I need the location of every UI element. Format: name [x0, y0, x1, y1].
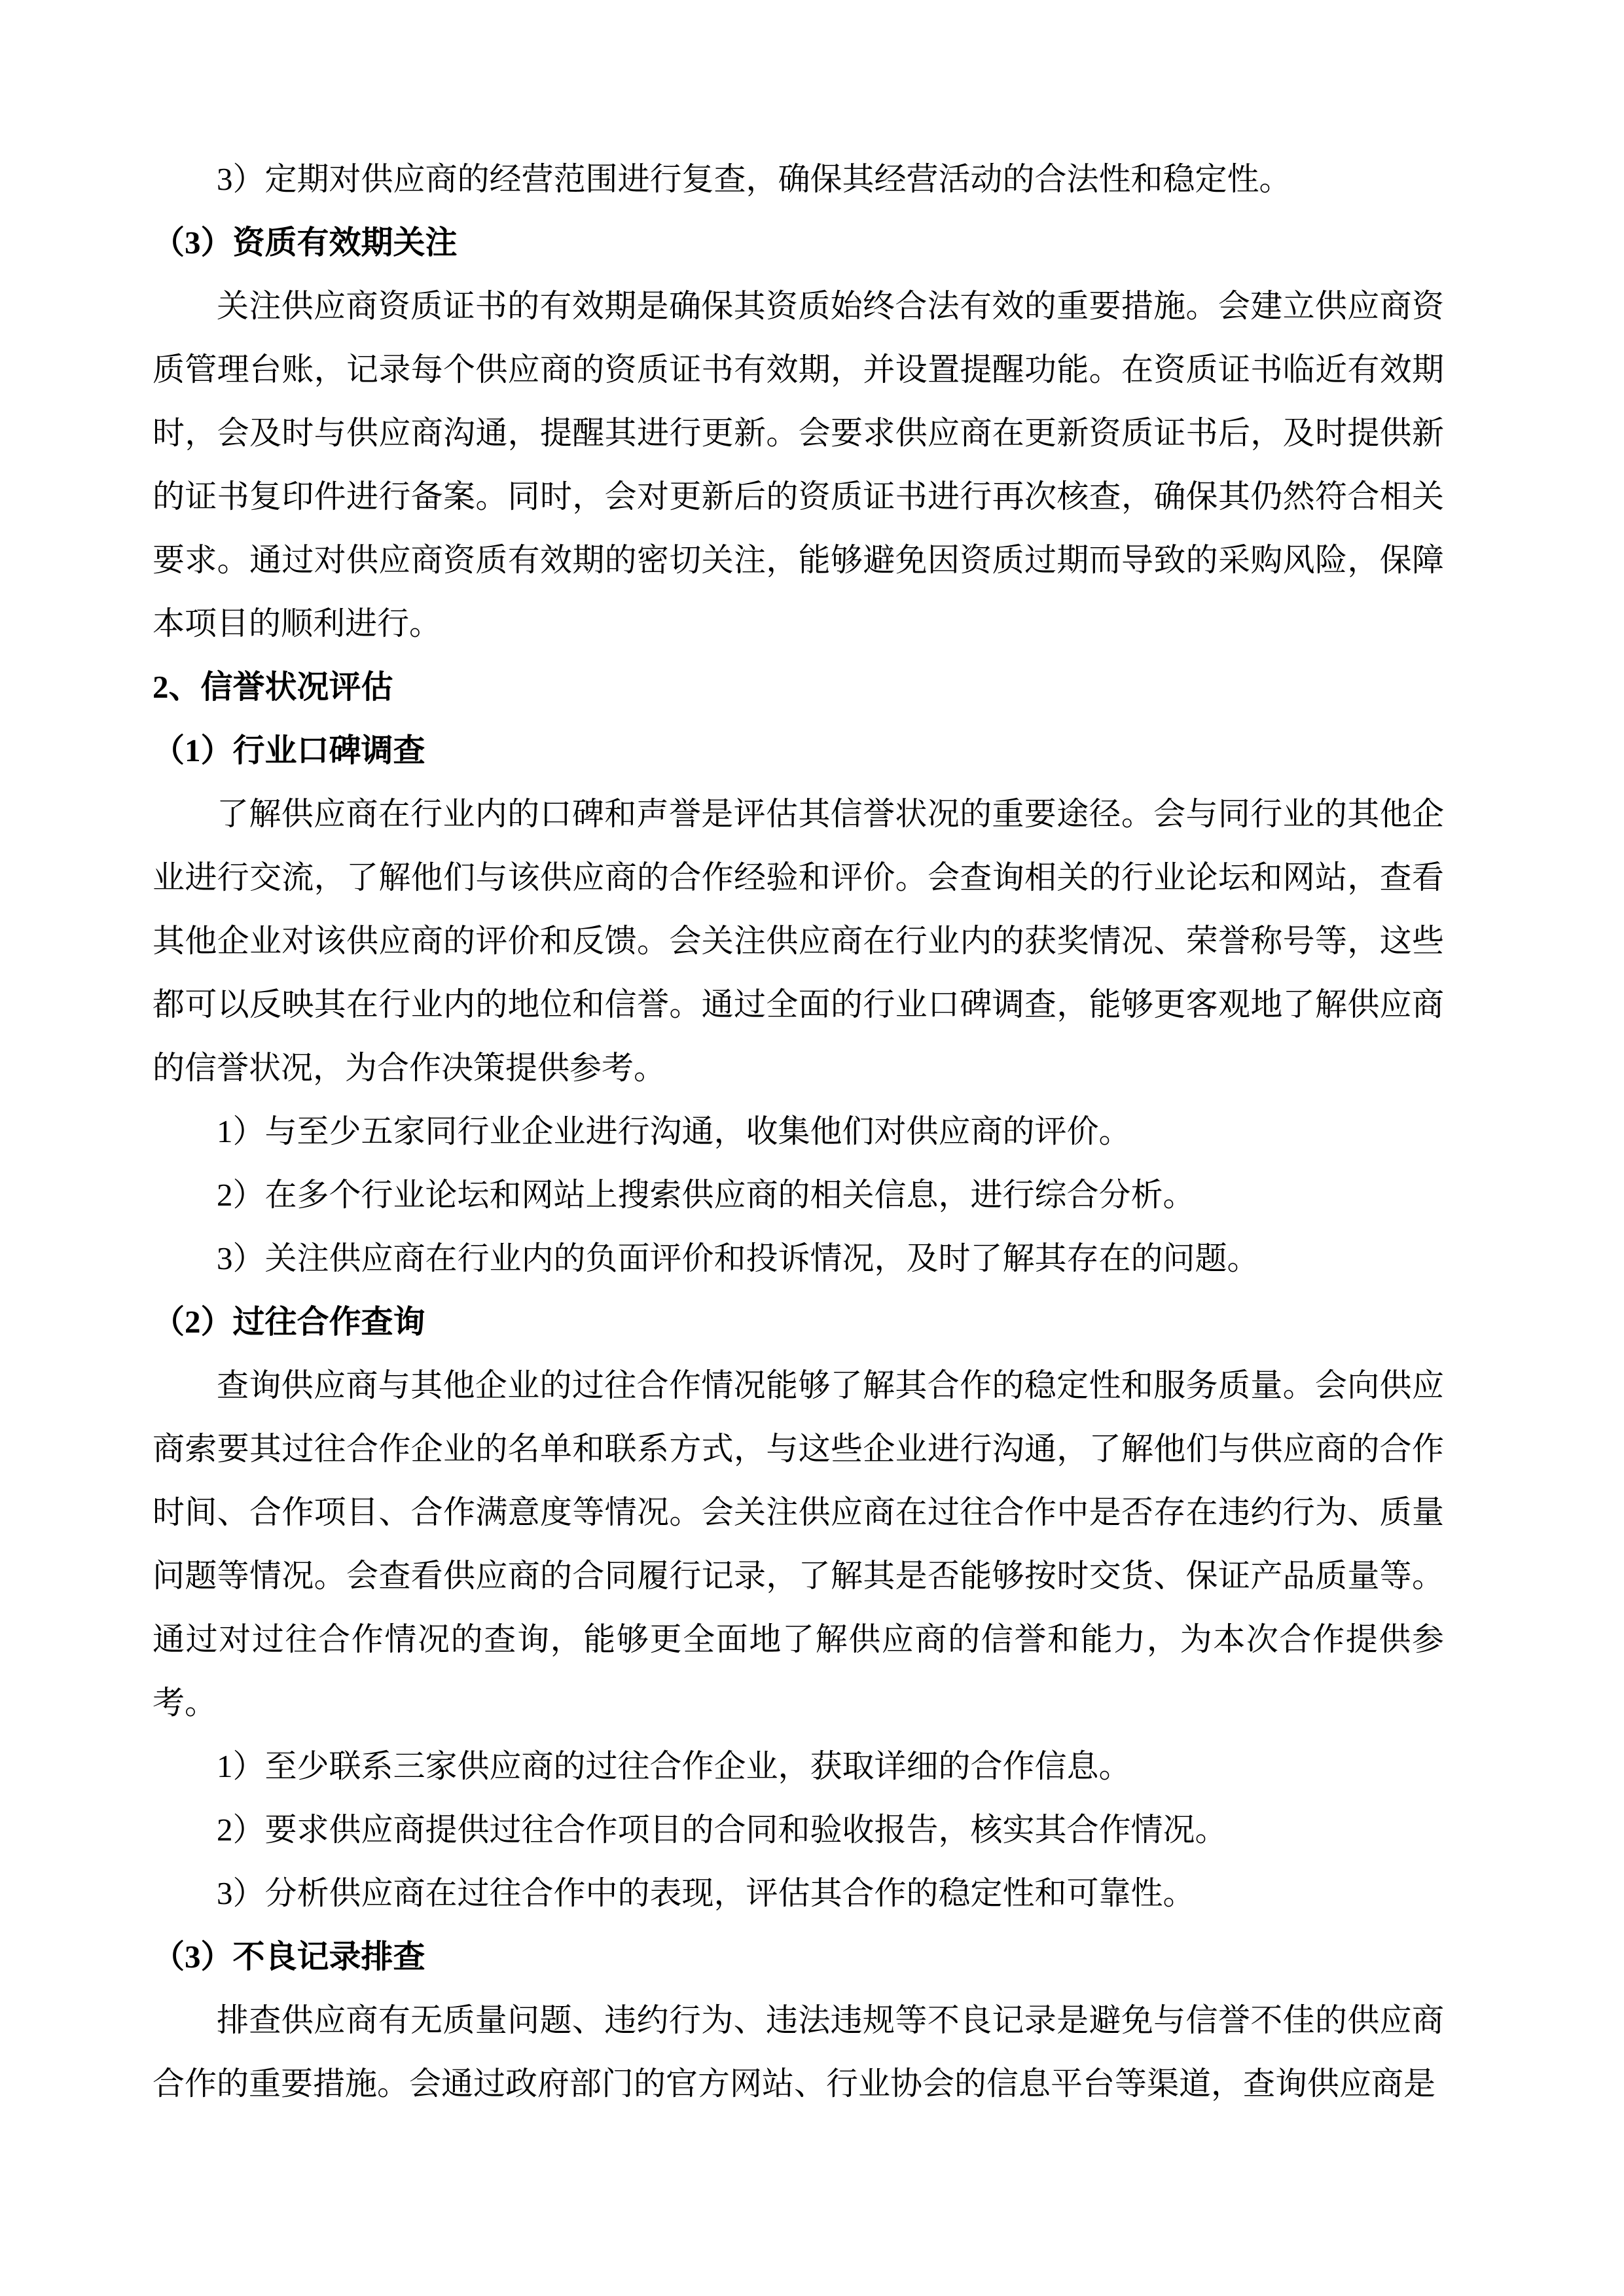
paragraph-bad-record-screening: 排查供应商有无质量问题、违约行为、违法违规等不良记录是避免与信誉不佳的供应商合作的重要措施。会通过政府部门的官方网站、行业协会的信息平台等渠道，查询供应商是	[153, 2002, 1444, 2102]
paragraph-qualification-validity: 关注供应商资质证书的有效期是确保其资质始终合法有效的重要措施。会建立供应商资质管理台账，记录每个供应商的资质证书有效期，并设置提醒功能。在资质证书临近有效期时，会及时与供应商沟通，提醒其进行更新。会要求供应商在更新资质证书后，及时提供新的证书复印件进行备案。同时，会对更新后的资质证书进行再次核查，确保其仍然符合相关要求。通过对供应商资质有效期的密切关注，能够避免因资质过期而导致的采购风险，保障本项目的顺利进行。	[153, 288, 1444, 641]
heading-qualification-validity: （3）资质有效期关注	[153, 224, 458, 260]
heading-past-cooperation: （2）过往合作查询	[153, 1304, 425, 1340]
heading-reputation-assessment: 2、信誉状况评估	[153, 669, 393, 705]
paragraph-industry-reputation: 了解供应商在行业内的口碑和声誉是评估其信誉状况的重要途径。会与同行业的其他企业进行交流，了解他们与该供应商的合作经验和评价。会查询相关的行业论坛和网站，查看其他企业对该供应商的评价和反馈。会关注供应商在行业内的获奖情况、荣誉称号等，这些都可以反映其在行业内的地位和信誉。通过全面的行业口碑调查，能够更客观地了解供应商的信誉状况，为合作决策提供参考。	[153, 796, 1444, 1086]
list-item-contracts-reports: 2）要求供应商提供过往合作项目的合同和验收报告，核实其合作情况。	[217, 1812, 1227, 1848]
list-item-forum-search: 2）在多个行业论坛和网站上搜索供应商的相关信息，进行综合分析。	[217, 1177, 1195, 1213]
list-item-scope-recheck: 3）定期对供应商的经营范围进行复查，确保其经营活动的合法性和稳定性。	[217, 161, 1291, 197]
heading-bad-record-screening: （3）不良记录排查	[153, 1939, 425, 1975]
heading-industry-reputation: （1）行业口碑调查	[153, 732, 425, 768]
document-body	[153, 147, 1444, 2115]
list-item-performance-analysis: 3）分析供应商在过往合作中的表现，评估其合作的稳定性和可靠性。	[217, 1875, 1195, 1911]
list-item-peer-communication: 1）与至少五家同行业企业进行沟通，收集他们对供应商的评价。	[217, 1113, 1131, 1149]
list-item-contact-partners: 1）至少联系三家供应商的过往合作企业，获取详细的合作信息。	[217, 1748, 1131, 1784]
paragraph-past-cooperation: 查询供应商与其他企业的过往合作情况能够了解其合作的稳定性和服务质量。会向供应商索要其过往合作企业的名单和联系方式，与这些企业进行沟通，了解他们与供应商的合作时间、合作项目、合作满意度等情况。会关注供应商在过往合作中是否存在违约行为、质量问题等情况。会查看供应商的合同履行记录，了解其是否能够按时交货、保证产品质量等。通过对过往合作情况的查询，能够更全面地了解供应商的信誉和能力，为本次合作提供参考。	[153, 1367, 1444, 1721]
list-item-negative-feedback: 3）关注供应商在行业内的负面评价和投诉情况，及时了解其存在的问题。	[217, 1240, 1259, 1276]
